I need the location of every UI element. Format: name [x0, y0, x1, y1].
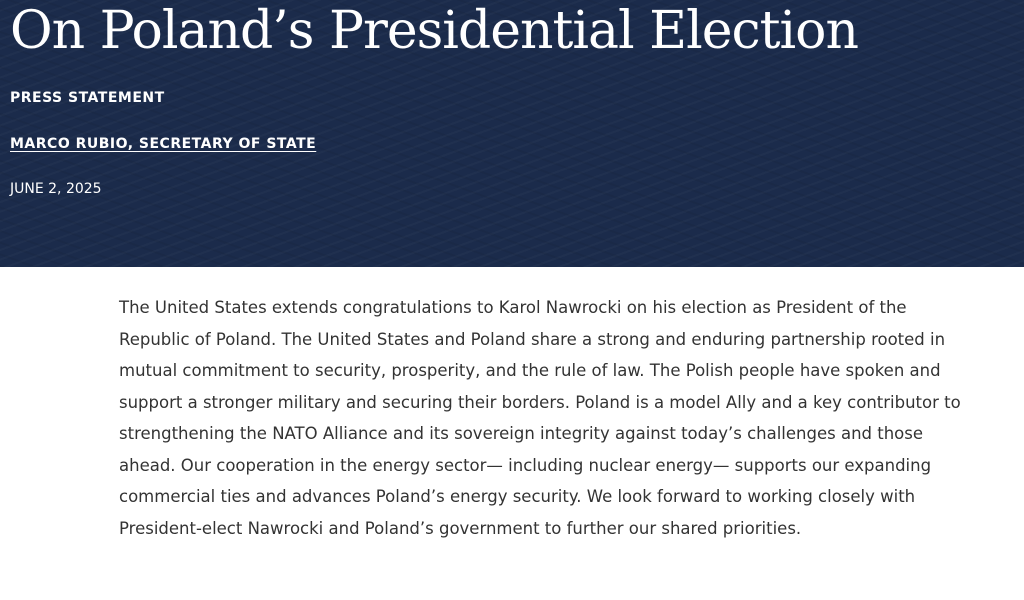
article-body: The United States extends congratulations to Karol Nawrocki on his election as President of the Republic of Poland. The United States and Poland share a strong and enduring partnership rooted in mutual commitment to security, prosperity, and the rule of law. The Polish people have spoken and support a stronger military and securing their borders. Poland is a model Ally and a key contributor to strengthening the NATO Alliance and its sovereign integrity against today’s challenges and those ahead. Our cooperation in the energy sector— including nuclear energy— supports our expanding commercial ties and advances Poland’s energy security. We look forward to working closely with President-elect Nawrocki and Poland’s government to further our shared priorities. [119, 298, 961, 538]
author-link[interactable]: MARCO RUBIO, SECRETARY OF STATE [10, 136, 317, 152]
page-title: On Poland’s Presidential Election [10, 1, 858, 61]
article-type-label: PRESS STATEMENT [10, 90, 165, 106]
publish-date: JUNE 2, 2025 [10, 181, 102, 197]
page-header-banner [0, 0, 1024, 267]
